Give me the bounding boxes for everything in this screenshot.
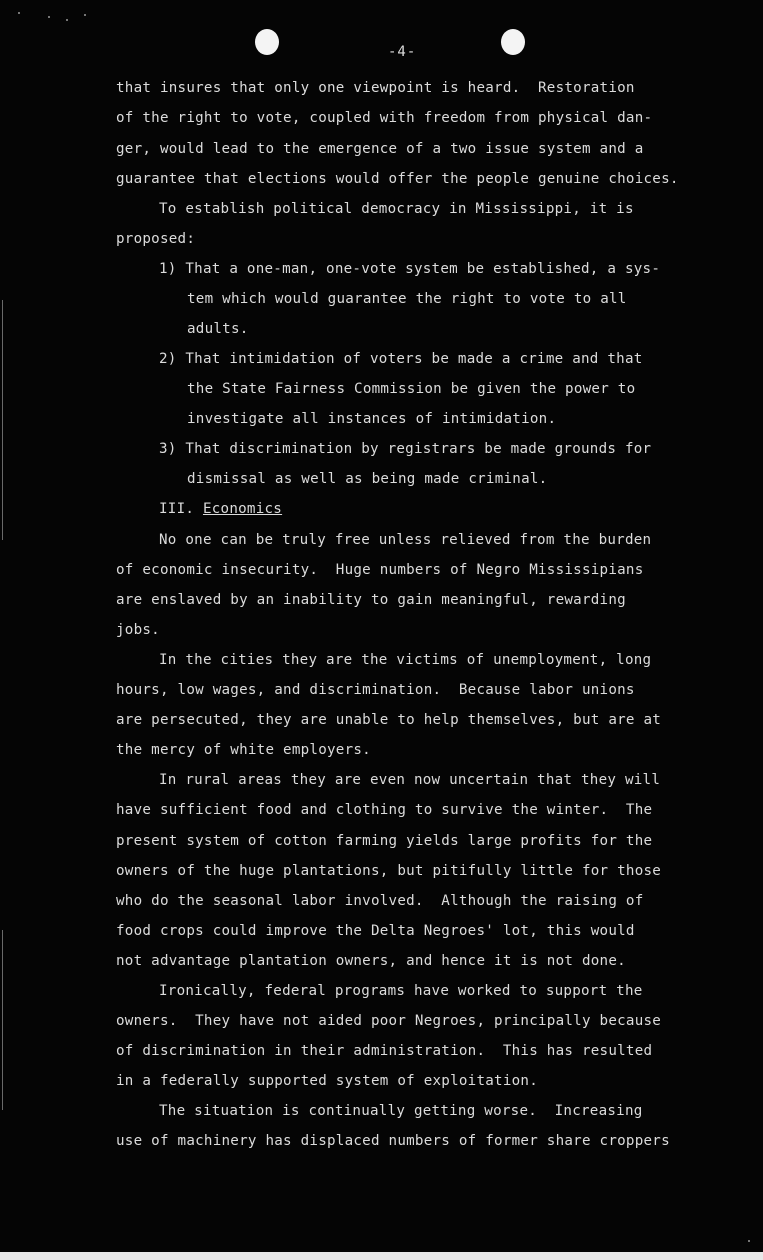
text-line: are enslaved by an inability to gain meaningful, rewarding bbox=[116, 592, 626, 608]
text-line: investigate all instances of intimidation. bbox=[187, 411, 557, 427]
text-line: dismissal as well as being made criminal. bbox=[187, 471, 548, 487]
text-line: owners of the huge plantations, but pitifully little for those bbox=[116, 863, 662, 879]
text-line: of economic insecurity. Huge numbers of Negro Mississipians bbox=[116, 562, 644, 578]
scan-speck bbox=[48, 16, 50, 18]
text-line: in a federally supported system of exploitation. bbox=[116, 1073, 538, 1089]
scan-edge-mark bbox=[2, 300, 3, 540]
text-line: The situation is continually getting worse. Increasing bbox=[159, 1103, 643, 1119]
text-line: ger, would lead to the emergence of a two issue system and a bbox=[116, 141, 644, 157]
punch-hole-right bbox=[501, 29, 525, 55]
text-line: have sufficient food and clothing to survive the winter. The bbox=[116, 802, 653, 818]
text-line: Ironically, federal programs have worked to support the bbox=[159, 983, 643, 999]
text-line: proposed: bbox=[116, 231, 196, 247]
list-item-2: 2) That intimidation of voters be made a crime and that bbox=[159, 351, 643, 367]
text-line: owners. They have not aided poor Negroes, principally because bbox=[116, 1013, 662, 1029]
section-title: Economics bbox=[202, 501, 283, 517]
scan-speck bbox=[66, 19, 68, 21]
text-line: food crops could improve the Delta Negroes' lot, this would bbox=[116, 923, 635, 939]
list-item-3: 3) That discrimination by registrars be made grounds for bbox=[159, 441, 652, 457]
text-line: guarantee that elections would offer the people genuine choices. bbox=[116, 171, 679, 187]
text-line: present system of cotton farming yields large profits for the bbox=[116, 833, 653, 849]
text-line: In the cities they are the victims of unemployment, long bbox=[159, 652, 652, 668]
text-line: hours, low wages, and discrimination. Because labor unions bbox=[116, 682, 635, 698]
text-line: who do the seasonal labor involved. Although the raising of bbox=[116, 893, 644, 909]
scan-speck bbox=[84, 14, 86, 16]
text-line: To establish political democracy in Mississippi, it is bbox=[159, 201, 634, 217]
text-line: that insures that only one viewpoint is heard. Restoration bbox=[116, 80, 635, 96]
scan-speck bbox=[18, 12, 20, 14]
list-item-1: 1) That a one-man, one-vote system be established, a sys- bbox=[159, 261, 661, 277]
text-line: of the right to vote, coupled with freedom from physical dan- bbox=[116, 110, 653, 126]
text-line: not advantage plantation owners, and hence it is not done. bbox=[116, 953, 626, 969]
punch-hole-left bbox=[255, 29, 279, 55]
text-line: the mercy of white employers. bbox=[116, 742, 371, 758]
section-number: III. bbox=[159, 501, 203, 517]
text-line: the State Fairness Commission be given the power to bbox=[187, 381, 636, 397]
scan-speck bbox=[748, 1240, 750, 1242]
text-line: of discrimination in their administration. This has resulted bbox=[116, 1043, 653, 1059]
page-number: -4- bbox=[388, 44, 417, 60]
section-heading bbox=[159, 500, 282, 518]
text-line: tem which would guarantee the right to vote to all bbox=[187, 291, 627, 307]
text-line: are persecuted, they are unable to help themselves, but are at bbox=[116, 712, 662, 728]
scan-bottom-edge bbox=[0, 1252, 763, 1260]
text-line: adults. bbox=[187, 321, 249, 337]
text-line: No one can be truly free unless relieved from the burden bbox=[159, 532, 652, 548]
text-line: use of machinery has displaced numbers of former share croppers bbox=[116, 1133, 670, 1149]
text-line: In rural areas they are even now uncertain that they will bbox=[159, 772, 661, 788]
text-line: jobs. bbox=[116, 622, 160, 638]
scan-edge-mark bbox=[2, 930, 3, 1110]
